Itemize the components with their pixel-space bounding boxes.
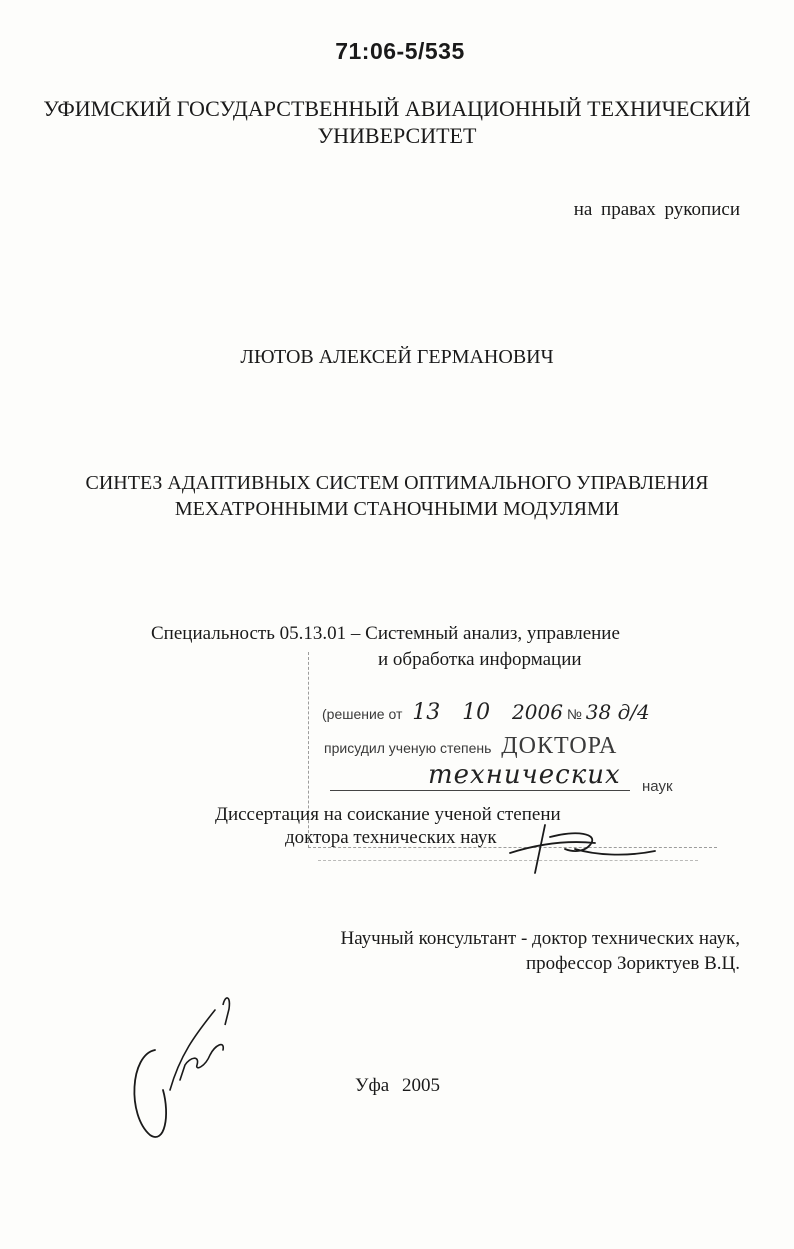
stamp-underline [330, 790, 630, 791]
consultant-line-2: профессор Зориктуев В.Ц. [525, 953, 740, 974]
stamp-year: 2006 [512, 700, 563, 724]
stamp-number-label: № [566, 706, 582, 722]
university-line-1: УФИМСКИЙ ГОСУДАРСТВЕННЫЙ АВИАЦИОННЫЙ ТЕХНИЧЕСКИЙ [43, 96, 751, 121]
manuscript-rights-note: на правах рукописи [573, 199, 740, 220]
author-name: ЛЮТОВ АЛЕКСЕЙ ГЕРМАНОВИЧ [240, 346, 554, 368]
stamp-field-suffix: наук [642, 778, 673, 795]
dissertation-title-line-1: СИНТЕЗ АДАПТИВНЫХ СИСТЕМ ОПТИМАЛЬНОГО УПРАВЛЕНИЯ [85, 472, 709, 494]
consultant-line-1: Научный консультант - доктор технических наук, [340, 928, 740, 949]
stamp-day: 13 [412, 700, 441, 725]
dissertation-title-line-2: МЕХАТРОННЫМИ СТАНОЧНЫМИ МОДУЛЯМИ [174, 498, 620, 520]
catalog-code: 71:06-5/535 [335, 38, 465, 64]
stamp-month: 10 [462, 700, 491, 725]
stamp-field: технических [428, 760, 621, 790]
dissertation-line-2: доктора технических наук [285, 827, 497, 848]
stamp-awarded-text: присудил ученую степень [324, 740, 492, 756]
specialty-line-2: и обработка информации [378, 649, 582, 670]
dissertation-line-1: Диссертация на соискание ученой степени [215, 804, 561, 825]
stamp-decision-line [322, 700, 650, 725]
official-signature [505, 815, 675, 875]
university-line-2: УНИВЕРСИТЕТ [317, 123, 477, 148]
stamp-degree: ДОКТОРА [501, 733, 618, 759]
author-signature [125, 995, 255, 1145]
stamp-award-line [324, 733, 617, 760]
stamp-decision-prefix: (решение от [322, 706, 403, 722]
specialty-line-1: Специальность 05.13.01 – Системный анализ, управление [151, 623, 620, 644]
city-year: Уфа 2005 [355, 1075, 440, 1096]
stamp-number: 38 д/4 [585, 700, 650, 724]
